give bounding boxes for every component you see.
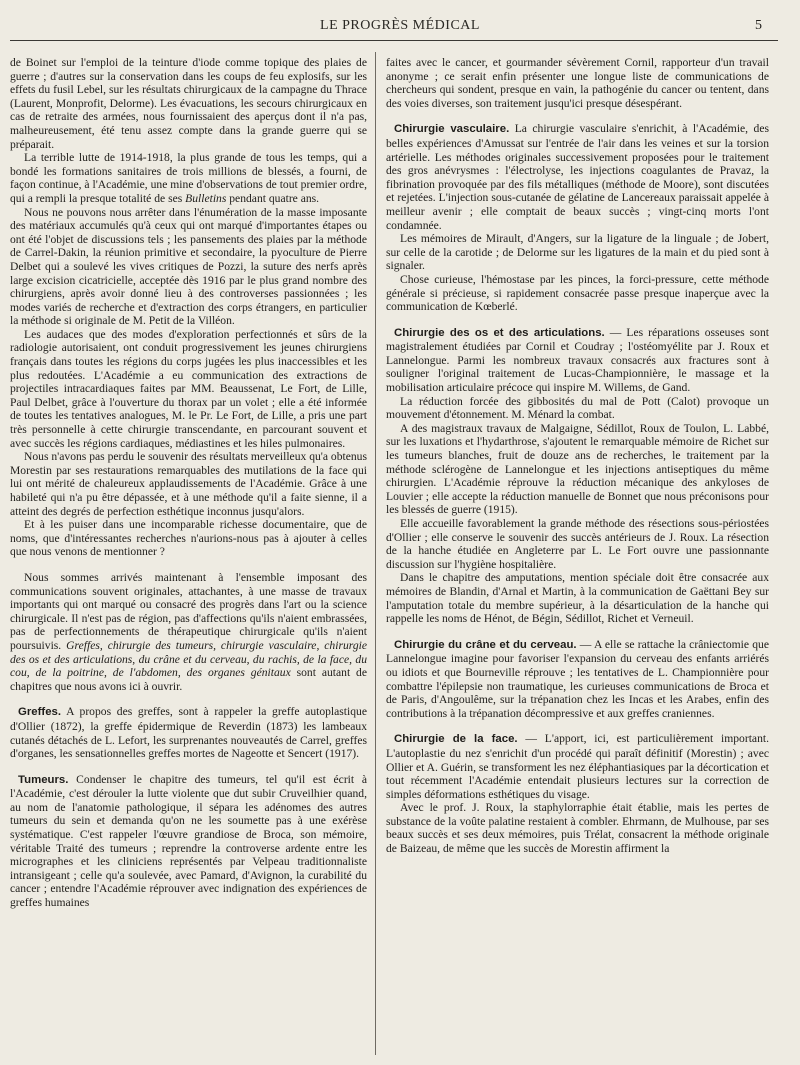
bulletins-italic: Bulletins <box>185 191 227 205</box>
journal-title: LE PROGRÈS MÉDICAL <box>320 18 480 33</box>
chapter-list-italic: Greffes, chirurgie des tumeurs, chirurgie vasculaire, chirurgie des os et des articulations, du crâne et du cerveau, du rachis, de la face, du cou, de la poitrine, de l'abdomen, des organes génitaux <box>10 638 367 680</box>
section-face: Chirurgie de la face. — L'apport, ici, est particulièrement important. L'autoplastie du nez s'enrichit d'un procédé qui paraît définitif (Morestin) ; avec Ollier et A. Guérin, se transforment les nez éléphantiasiques par la décortication et tout récemment l'Académie entendait plusieurs lectures sur la correction de simples déformations esthétiques du visage. <box>386 732 769 801</box>
section-greffes: Greffes. A propos des greffes, sont à rappeler la greffe autoplastique d'Ollier (1872), la greffe épidermique de Reverdin (1873) les lambeaux cutanés détachés de L. Lefort, les surprenantes nouveautés de Carrel, greffes d'organes, les sensationnelles greffes mortes de Nageotte et Sencert (1917). <box>10 705 367 761</box>
page-header <box>0 0 800 46</box>
section-heading: Chirurgie du crâne et du cerveau. <box>394 638 577 651</box>
paragraph: A des magistraux travaux de Malgaigne, Sédillot, Roux de Toulon, L. Labbé, sur les luxations et l'hydarthrose, s'ajoutent le remarquable mémoire de Richet sur les tumeurs blanches, fruit de douze ans de recherches, le traitement par la méthode sclérogène de Lannelongue et les injections antiseptiques du même chirurgien. L'Académie réprouve la réduction mécanique des ankyloses de Louvier ; elle accepte la réduction manuelle de Bonnet que nous préconisons pour les blessés de guerre (1915). <box>386 421 769 517</box>
paragraph: Nous ne pouvons nous arrêter dans l'énumération de la masse imposante des matériaux accumulés qu'à ceux qui ont marqué d'importantes étapes ou ont été l'objet de discussions tels ; les pansements des plaies par la méthode de Carrel-Dakin, la réunion primitive et secondaire, la pyoculture de Pierre Delbet qui a soulevé les vives critiques de Pozzi, la suture des nerfs après large excision cicatricielle, acceptée dès 1916 par le plus grand nombre des chirurgiens, après avoir donné lieu à des controverses passionnées ; les modes variés de recherche et d'extraction des corps étrangers, en particulier la méthode si originale de M. Petit de la Villéon. <box>10 205 367 328</box>
section-vasculaire: Chirurgie vasculaire. La chirurgie vasculaire s'enrichit, à l'Académie, des belles expériences d'Amussat sur l'entrée de l'air dans les veines et sur la torsion artérielle. Les méthodes originales successivement proposées pour le traitement des gros anévrysmes : l'électrolyse, les injections coagulantes de Pravaz, la fibrination provoquée par des fils métalliques (méthode de Moore), sont discutées et rejetées. L'injection sous-cutanée de gélatine de Lancereaux paraissait appelée à meilleur avenir ; elle comptait de beaux succès ; vingt-cinq morts l'ont condamnée. <box>386 122 769 232</box>
column-divider <box>375 52 376 1055</box>
paragraph: Elle accueille favorablement la grande méthode des résections sous-périostées d'Ollier ; elle conserve le souvenir des succès antérieurs de J. Roux. La résection de la hanche étudiée en Angleterre par L. Le Fort ouvre une passionnante discussion sur l'hygiène hospitalière. <box>386 517 769 571</box>
section-heading: Chirurgie vasculaire. <box>394 123 510 136</box>
paragraph: La terrible lutte de 1914-1918, la plus grande de tous les temps, qui a bondé les formations sanitaires de trois millions de blessés, a fourni, de façon continue, à l'Académie, une mine d'observations de tout premier ordre, qui a rempli la presque totalité de ses Bulletins pendant quatre ans. <box>10 151 367 205</box>
section-heading: Chirurgie de la face. <box>394 733 518 746</box>
paragraph: faites avec le cancer, et gourmander sévèrement Cornil, rapporteur d'un travail anonyme ; ce serait enfin présenter une longue liste de communications de chercheurs qui sondent, presque en vain, la pathogénie du cancer ou tentent, dans des voies diverses, son traitement jusqu'ici presque désespérant. <box>386 56 769 110</box>
section-crane-cerveau: Chirurgie du crâne et du cerveau. — A elle se rattache la crâniectomie que Lannelongue imagine pour favoriser l'expansion du cerveau des enfants arriérés ou idiots et que Bourneville réprouve ; les tentatives de L. Championnière pour combattre l'épilepsie non traumatique, les curieuses communications de Broca et de Paris, d'Angoulême, sur la trépanation chez les Incas et les Arabes, enfin des contributions à la trépanation décompressive et aux greffes craniennes. <box>386 637 769 720</box>
page-number: 5 <box>755 18 762 33</box>
section-heading: Greffes. <box>18 706 62 719</box>
section-os-articulations: Chirurgie des os et des articulations. — Les réparations osseuses sont magistralement étudiées par Cornil et Coudray ; l'ostéomyélite par J. Roux et Lannelongue. Parmi les nombreux travaux consacrés aux fractures sont à souligner l'original traitement de Lucas-Championnière, le massage et la mobilisation articulaire précoce qui inspire M. Willems, de Gand. <box>386 325 769 395</box>
left-column <box>10 56 367 1051</box>
paragraph: La réduction forcée des gibbosités du mal de Pott (Calot) provoque un mouvement d'étonnement. M. Ménard la combat. <box>386 394 769 422</box>
right-column <box>386 56 769 1051</box>
section-heading: Tumeurs. <box>18 773 69 786</box>
header-rule <box>10 40 778 41</box>
paragraph: Avec le prof. J. Roux, la staphylorraphie était établie, mais les pertes de substance de la voûte palatine restaient à combler. Ehrmann, de Mulhouse, par ses beaux succès et ses deux mémoires, puis Trélat, consacrent la méthode originale de Baizeau, de même que les succès de Morestin affirment la <box>386 801 769 856</box>
paragraph: Nous sommes arrivés maintenant à l'ensemble imposant des communications souvent originales, attachantes, à une masse de travaux importants qui ont marqué ou consacré des progrès dans l'art ou la science chirurgicale. Il n'est pas de région, pas d'affections qu'ils n'aient embrassées, pas de perfectionnements de thérapeutique chirurgicale qu'ils n'aient poursuivis. Greffes, chirurgie des tumeurs, chirurgie vasculaire, chirurgie des os et des articulations, du crâne et du cerveau, du rachis, de la face, du cou, de la poitrine, de l'abdomen, des organes génitaux sont autant de chapitres que nous avons ici à ouvrir. <box>10 570 367 693</box>
paragraph: Les mémoires de Mirault, d'Angers, sur la ligature de la linguale ; de Jobert, sur celle de la carotide ; de Delorme sur les ligatures de la main et du pied sont à signaler. <box>386 232 769 273</box>
paragraph: Dans le chapitre des amputations, mention spéciale doit être consacrée aux mémoires de Blandin, d'Arnal et Martin, à la communication de Gaëttani Bey sur l'amputation totale du membre supérieur, à la désarticulation de la hanche qui rappelle les noms de Hénot, de Bégin, Sédillot, Richet et Verneuil. <box>386 571 769 626</box>
paragraph: Les audaces que des modes d'exploration perfectionnés et sûrs de la radiologie autorisaient, ont conduit progressivement les jeunes chirurgiens français dans toutes les régions du corps jugées les plus inaccessibles et les plus redoutées. L'Académie a eu communication des extractions de projectiles intracardiaques faites par MM. Beaussenat, Le Fort, de Lille, Paul Delbet, grâce à l'ouverture du thorax par un volet ; elle a été informée de toutes les tentatives analogues, M. le Pr. Le Fort, de Lille, a pris une part très personnelle à cette chirurgie transcendante, en parcourant souvent et avec succès les régions cardiaques, médiastines et les hiles pulmonaires. <box>10 327 367 450</box>
paragraph: de Boinet sur l'emploi de la teinture d'iode comme topique des plaies de guerre ; d'autres sur la conservation dans les coups de feu explosifs, sur les effets du fusil Lebel, sur les résultats chirurgicaux de la campagne du Thrace (Laurent, Monprofit, Delorme). Les évacuations, les secours chirurgicaux en cas de retraite des armées, nous fournissaient des aperçus dont il n'a pas, malheureusement, été tenu assez compte dans la grande guerre qui se préparait. <box>10 56 367 151</box>
paragraph: Nous n'avons pas perdu le souvenir des résultats merveilleux qu'a obtenus Morestin par ses restaurations remarquables des mutilations de la face qui lui ont mérité de chaleureux applaudissements de l'Académie. Grâce à une habileté qui n'a pu être dépassée, et à une méthode qu'il a faite sienne, il a atteint des degrés de perfection esthétique inconnus jusqu'alors. <box>10 450 367 518</box>
paragraph: Et à les puiser dans une incomparable richesse documentaire, que de noms, que d'intéressantes recherches n'aurions-nous pas à ajouter à celles que nous venons de mentionner ? <box>10 518 367 559</box>
paragraph: Chose curieuse, l'hémostase par les pinces, la forci-pressure, cette méthode générale si précieuse, si rapidement consacrée passe presque inaperçue avec la communication de Kœberlé. <box>386 272 769 314</box>
section-tumeurs: Tumeurs. Condenser le chapitre des tumeurs, tel qu'il est écrit à l'Académie, c'est dérouler la lutte violente que dut subir Cruveilhier quand, au nom de l'anatomie pathologique, il sépara les adénomes des autres tumeurs du sein et demanda qu'on ne les soumette pas à une exérèse systématique. C'est rappeler l'œuvre grandiose de Broca, son mémoire, véritable Traité des tumeurs ; reprendre la controverse ardente entre les micrographes et les cliniciens représentés par Velpeau traditionnaliste intransigeant ; celle qu'a soulevée, avec Pamard, d'Avignon, la curabilité du cancer ; entendre l'Académie réprouver avec indignation des expériences de greffes humaines <box>10 772 367 910</box>
section-heading: Chirurgie des os et des articulations. <box>394 326 605 339</box>
